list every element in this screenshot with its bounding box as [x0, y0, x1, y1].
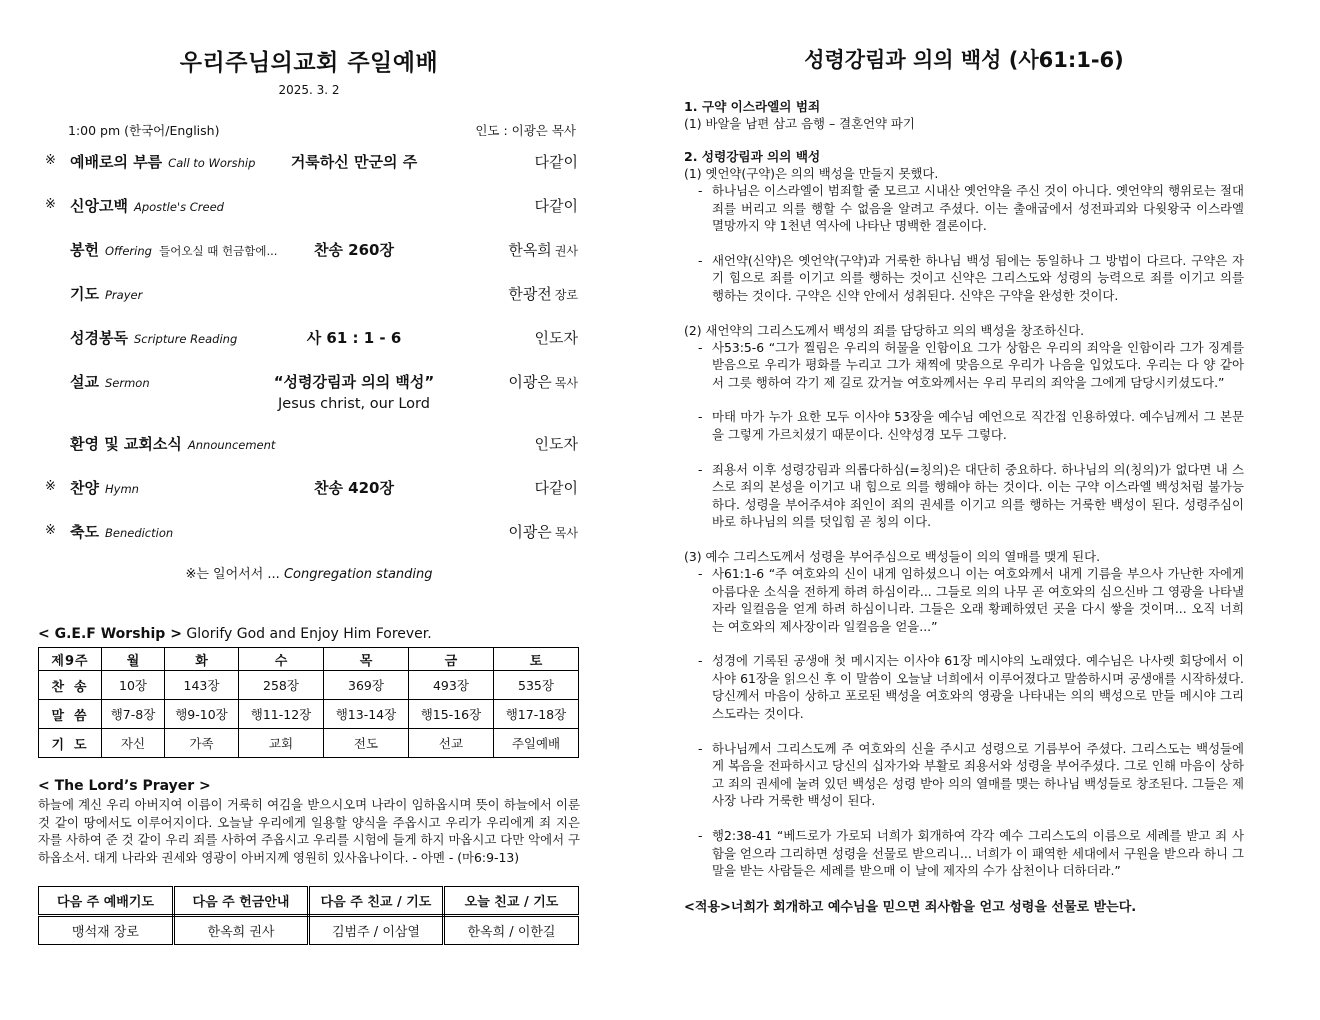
- item-english: Announcement: [187, 438, 276, 452]
- lords-prayer-title: < The Lord’s Prayer >: [38, 778, 211, 794]
- order-item: [38, 145, 580, 189]
- item-name: 예배로의 부름: [70, 153, 163, 171]
- item-english: Scripture Reading: [133, 332, 238, 346]
- table-row: 말씀 행7-8장 행9-10장 행11-12장 행13-14장 행15-16장 행17-18장: [39, 700, 579, 729]
- bullet-paragraph: - 죄용서 이후 성령강림과 의롭다하심(=칭의)은 대단히 중요하다. 하나님의 의(칭의)가 없다면 내 스스로 죄의 본성을 이기고 내 힘으로 의를 행해야 하는 것이다. 이는 구약 이스라엘 백성처럼 불가능하다. 성령을 부어주셔야 죄인이 죄의 권세를 이기고 의를 행하는 거룩한 백성이 된다. 성령주심이 바로 하나님의 의를 덧입힘 곧 칭의 이다.: [698, 461, 1244, 530]
- bullet-paragraph: - 사53:5-6 “그가 찔림은 우리의 허물을 인함이요 그가 상함은 우리의 죄악을 인함이라 그가 징계를 받음으로 우리가 평화를 누리고 그가 채찍에 맞음으로 우리가 나음을 입었도다. 우리는 다 양 같아서 그릇 행하여 각기 제 길로 갔거늘 여호와께서는 우리 무리의 죄악을 그에게 담당시키셨도다.”: [698, 339, 1244, 390]
- bullet-paragraph: - 하나님은 이스라엘이 범죄할 줄 모르고 시내산 옛언약을 주신 것이 아니다. 옛언약의 행위로는 절대 죄를 버리고 의를 행할 수 없음을 알려고 주셨다. 이는 출애굽에서 성전파괴와 다윗왕국 이스라엘 멸망까지 약 1천년 역사에 나타난 명백한 결론이다.: [698, 183, 1244, 234]
- order-item: [38, 189, 580, 233]
- standing-mark: ※: [45, 523, 56, 538]
- subsection-heading: (1) 옛언약(구약)은 의의 백성을 만들지 못했다.: [684, 166, 939, 181]
- item-person: 이광은: [508, 523, 552, 541]
- order-item: [38, 427, 580, 471]
- gef-heading: [38, 626, 580, 642]
- sermon-title: “성령강림과 의의 백성”: [273, 373, 435, 391]
- lords-prayer-text: 하늘에 계신 우리 아버지여 이름이 거룩히 여김을 받으시오며 나라이 임하옵시며 뜻이 하늘에서 이룬 것 같이 땅에서도 이루어지이다. 오늘날 우리에게 일용할 양식을 주옵시고 우리가 우리에게 죄 지은 자를 사하여 준 것 같이 우리 죄를 사하여 주옵시고 우리를 시험에 들게 하지 마옵시고 다만 악에서 구하옵소서. 대게 나라와 권세와 영광이 아버지께 영원히 있사옵나이다. - 아멘 - (마6:9-13): [38, 797, 580, 865]
- item-name: 찬양: [70, 479, 99, 497]
- service-leader: 인도 : 이광은 목사: [475, 123, 576, 138]
- church-title: 우리주님의교회 주일예배: [179, 50, 439, 76]
- item-person-title: 권사: [554, 244, 578, 258]
- subsection-heading: (2) 새언약의 그리스도께서 백성의 죄를 담당하고 의의 백성을 창조하신다.: [684, 322, 1085, 338]
- item-english: Offering: [104, 244, 152, 258]
- application-line: <적용>너희가 회개하고 예수님을 믿으면 죄사함을 얻고 성령을 선물로 받는다.: [684, 899, 1137, 915]
- sermon-notes-title: 성령강림과 의의 백성 (사61:1-6): [804, 48, 1124, 72]
- gef-title: < G.E.F Worship >: [38, 626, 182, 642]
- item-person: 이광은: [508, 373, 552, 391]
- service-date: 2025. 3. 2: [278, 83, 340, 97]
- item-name: 설교: [70, 373, 99, 391]
- item-name: 축도: [70, 523, 99, 541]
- order-item: [38, 277, 580, 321]
- subsection-heading: (3) 예수 그리스도께서 성령을 부어주심으로 백성들이 의의 열매를 맺게 된다.: [684, 548, 1101, 564]
- section-heading: 2. 성령강림과 의의 백성: [684, 149, 821, 164]
- table-row: 찬송 10장 143장 258장 369장 493장 535장: [39, 671, 579, 700]
- item-english: Call to Worship: [168, 156, 256, 170]
- section-heading: 1. 구약 이스라엘의 범죄: [684, 99, 821, 114]
- item-person: 한광전: [508, 285, 552, 303]
- standing-mark: ※: [45, 197, 56, 212]
- order-item: [38, 321, 580, 365]
- item-name: 기도: [70, 285, 99, 303]
- item-detail: 찬송 260장: [313, 241, 394, 259]
- gef-schedule-table: [38, 647, 579, 758]
- table-header-row: 제9주 월 화 수 목 금 토: [39, 648, 579, 671]
- item-detail: 찬송 420장: [313, 479, 394, 497]
- item-person: 인도자: [534, 329, 578, 347]
- standing-mark: ※: [45, 479, 56, 494]
- sermon-subtitle: Jesus christ, our Lord: [278, 396, 430, 412]
- item-name: 성경봉독: [70, 329, 128, 347]
- item-name: 환영 및 교회소식: [70, 435, 182, 453]
- item-person: 인도자: [534, 435, 578, 453]
- order-of-worship: [38, 145, 580, 559]
- item-english: Prayer: [104, 288, 143, 302]
- bullet-paragraph: - 성경에 기록된 공생애 첫 메시지는 이사야 61장 메시야의 노래였다. 예수님은 나사렛 회당에서 이사야 61장을 읽으신 후 이 말씀이 오늘날 너희에서 이루어졌다고 말씀하시며 공생애를 시작하셨다. 당신께서 마음이 상하고 포로된 백성을 여호와의 영광을 나타내는 의의 백성으로 만들 메시야 그리스도라는 것이다.: [698, 653, 1244, 722]
- item-name: 신앙고백: [70, 197, 128, 215]
- standing-mark: ※: [45, 153, 56, 168]
- section-line: (1) 바알을 남편 삼고 음행 – 결혼언약 파기: [684, 116, 915, 131]
- item-person-title: 목사: [554, 376, 578, 390]
- bullet-paragraph: - 새언약(신약)은 옛언약(구약)과 거룩한 하나님 백성 됨에는 동일하나 그 방법이 다르다. 구약은 자기 힘으로 죄를 이기고 의를 행하는 것이고 신약은 그리스도와 성령의 능력으로 죄를 이기고 의를 행하는 것이다. 구약은 신약 안에서 성취된다. 신약은 구약을 완성한 것이다.: [698, 252, 1244, 303]
- item-english: Apostle's Creed: [133, 200, 224, 214]
- order-item: [38, 365, 580, 427]
- item-detail: 사 61 : 1 - 6: [306, 329, 402, 347]
- item-person: 다같이: [534, 153, 578, 171]
- item-person: 한옥희: [508, 241, 552, 259]
- table-header-row: 다음 주 예배기도 다음 주 헌금안내 다음 주 친교 / 기도 오늘 친교 / 기도: [39, 887, 579, 916]
- order-item: [38, 233, 580, 277]
- bulletin-page: [38, 40, 580, 945]
- item-note: 들어오실 때 헌금함에...: [159, 244, 278, 258]
- gef-subtitle: Glorify God and Enjoy Him Forever.: [186, 626, 432, 642]
- service-time: 1:00 pm (한국어/English): [68, 123, 220, 138]
- sermon-notes-page: [684, 44, 1244, 915]
- duty-table: [38, 886, 579, 945]
- bullet-paragraph: - 사61:1-6 “주 여호와의 신이 내게 임하셨으니 이는 여호와께서 내게 기름을 부으사 가난한 자에게 아름다운 소식을 전하게 하려 하심이라... 그들로 의의 나무 곧 여호와의 심으신바 그 영광을 나타낼 자라 일컬음을 얻게 하려 하심이니라. 그들은 오래 황폐하였던 곳을 다시 쌓을 것이며... 오직 너희는 여호와의 제사장이라 일컬음을 얻을...”: [698, 565, 1244, 634]
- item-english: Sermon: [104, 376, 150, 390]
- item-english: Benediction: [104, 526, 174, 540]
- item-name: 봉헌: [70, 241, 99, 259]
- order-item: [38, 471, 580, 515]
- standing-note: ※는 일어서서 ... Congregation standing: [185, 567, 433, 582]
- item-person-title: 목사: [554, 526, 578, 540]
- bullet-paragraph: - 행2:38-41 “베드로가 가로되 너희가 회개하여 각각 예수 그리스도의 이름으로 세례를 받고 죄 사함을 얻으라 그리하면 성령을 선물로 받으리니... 너희가 이 패역한 세대에서 구원을 받으라 하니 그 말을 받는 사람들은 세례를 받으매 이 날에 제자의 수가 삼천이나 더하더라.”: [698, 828, 1244, 879]
- item-english: Hymn: [104, 482, 139, 496]
- item-person-title: 장로: [554, 288, 578, 302]
- order-item: [38, 515, 580, 559]
- table-row: 기도 자신 가족 교회 전도 선교 주일예배: [39, 729, 579, 758]
- bullet-paragraph: - 하나님께서 그리스도께 주 여호와의 신을 주시고 성령으로 기름부어 주셨다. 그리스도는 백성들에게 복음을 전파하시고 당신의 십자가와 부활로 죄용서와 성령을 부어주셨다. 그로 인해 마음이 상하고 죄의 권세에 눌려 있던 백성은 성령 받아 의의 열매를 맺는 하나님 백성들로 창조된다. 그들은 제사장 나라 거룩한 백성이 된다.: [698, 740, 1244, 809]
- item-detail: 거룩하신 만군의 주: [290, 153, 418, 171]
- item-person: 다같이: [534, 197, 578, 215]
- item-person: 다같이: [534, 479, 578, 497]
- bullet-paragraph: - 마태 마가 누가 요한 모두 이사야 53장을 예수님 예언으로 직간접 인용하였다. 예수님께서 그 본문을 그렇게 가르치셨기 때문이다. 신약성경 모두 그렇다.: [698, 409, 1244, 442]
- table-row: 맹석재 장로 한옥희 권사 김범주 / 이삼열 한옥희 / 이한길: [39, 916, 579, 945]
- service-info-row: [68, 121, 576, 139]
